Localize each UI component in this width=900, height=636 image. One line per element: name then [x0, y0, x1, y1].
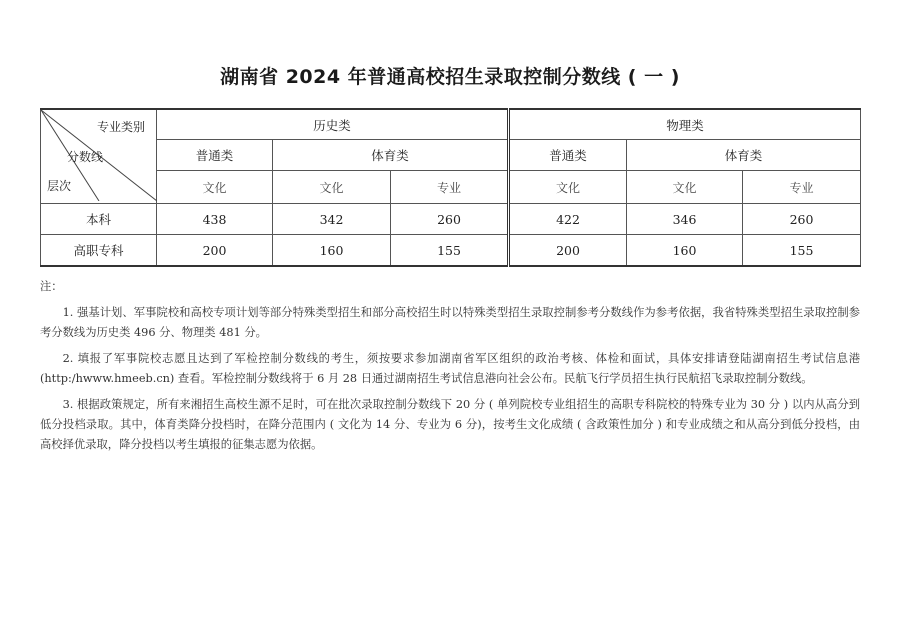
score-table — [40, 108, 861, 267]
corner-score-label: 分数线 — [67, 150, 104, 164]
group-header-physics: 物理类 — [509, 109, 861, 140]
table-cell: 342 — [273, 204, 391, 235]
page-title: 湖南省 2024 年普通高校招生录取控制分数线 ( 一 ) — [220, 66, 680, 88]
column-header: 文化 — [627, 171, 743, 204]
row-level-label: 高职专科 — [41, 235, 157, 267]
table-cell: 160 — [273, 235, 391, 267]
group-header-history: 历史类 — [157, 109, 509, 140]
subgroup-history-sports: 体育类 — [273, 140, 509, 171]
table-cell: 438 — [157, 204, 273, 235]
subgroup-history-general: 普通类 — [157, 140, 273, 171]
notes-section — [40, 277, 860, 455]
subgroup-physics-sports: 体育类 — [627, 140, 861, 171]
corner-category-label: 专业类别 — [97, 120, 146, 134]
table-cell: 160 — [627, 235, 743, 267]
note-item-1: 1. 强基计划、军事院校和高校专项计划等部分特殊类型招生和部分高校招生时以特殊类型招生录取控制参考分数线作为参考依据，我省特殊类型招生录取控制参考分数线为历史类 496 分、物理类 481 分。 — [40, 306, 860, 339]
table-cell: 422 — [509, 204, 627, 235]
column-header: 文化 — [157, 171, 273, 204]
corner-level-label: 层次 — [47, 179, 72, 193]
table-cell: 200 — [509, 235, 627, 267]
table-row — [41, 235, 861, 267]
table-cell: 260 — [391, 204, 509, 235]
column-header: 专业 — [743, 171, 861, 204]
table-cell: 155 — [391, 235, 509, 267]
column-header: 文化 — [509, 171, 627, 204]
note-item-3: 3. 根据政策规定，所有来湘招生高校生源不足时，可在批次录取控制分数线下 20 分 ( 单列院校专业组招生的高职专科院校的特殊专业为 30 分 ) 以内从高分到低分投档录取。其中，体育类降分投档时，在降分范围内 ( 文化为 14 分、专业为 6 分)，按考生文化成绩 ( 含政策性加分 ) 和专业成绩之和从高分到低分投档，由高校择优录取，降分投档以考生填报的征集志愿为依据。 — [40, 398, 860, 451]
table-cell: 346 — [627, 204, 743, 235]
table-cell: 155 — [743, 235, 861, 267]
table-row — [41, 204, 861, 235]
subgroup-physics-general: 普通类 — [509, 140, 627, 171]
column-header: 专业 — [391, 171, 509, 204]
table-cell: 200 — [157, 235, 273, 267]
note-item-2: 2. 填报了军事院校志愿且达到了军检控制分数线的考生，须按要求参加湖南省军区组织的政治考核、体检和面试，具体安排请登陆湖南招生考试信息港(http:/hwww.hmeeb.cn) 查看。军检控制分数线将于 6 月 28 日通过湖南招生考试信息港向社会公布。民航飞行学员招生执行民航招飞录取控制分数线。 — [40, 352, 860, 385]
notes-heading: 注： — [40, 280, 63, 293]
column-header: 文化 — [273, 171, 391, 204]
row-level-label: 本科 — [41, 204, 157, 235]
table-cell: 260 — [743, 204, 861, 235]
table-corner-header — [41, 109, 157, 204]
